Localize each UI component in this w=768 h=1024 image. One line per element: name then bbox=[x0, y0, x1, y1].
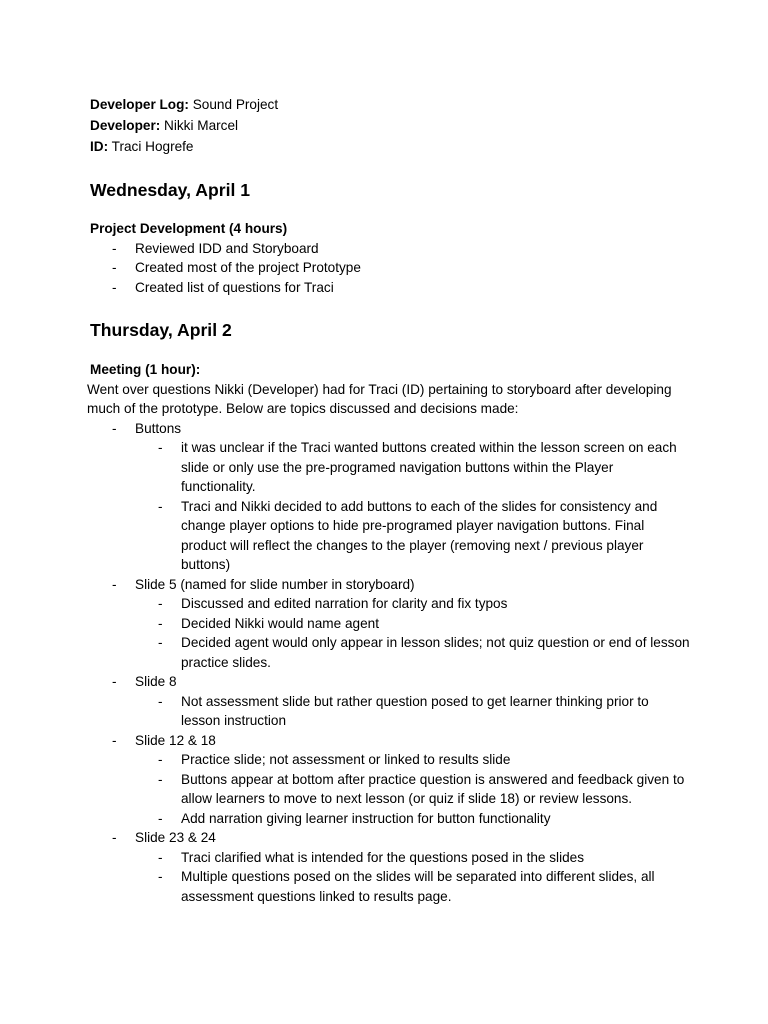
meeting-topic-list bbox=[90, 419, 690, 907]
project-development-title: Project Development (4 hours) bbox=[90, 221, 288, 236]
list-item: - Buttons appear at bottom after practice question is answered and feedback given to allow learners to move to next lesson (or quiz if slide 18) or review lessons. bbox=[158, 771, 685, 806]
thursday-heading: Thursday, April 2 bbox=[90, 320, 232, 340]
list-item: - Practice slide; not assessment or linked to results slide bbox=[158, 752, 511, 767]
list-item: - Traci clarified what is intended for the questions posed in the slides bbox=[158, 849, 585, 865]
list-item: - Multiple questions posed on the slides will be separated into different slides, all assessment questions linked to results page. bbox=[158, 869, 655, 904]
list-item: - Created list of questions for Traci bbox=[112, 279, 334, 295]
topic-slide-8: - Slide 8 - Not assessment slide but rather question posed to get learner thinking prior to lesson instruction bbox=[90, 672, 690, 731]
developer-line bbox=[90, 115, 690, 136]
topic-detail-list bbox=[135, 438, 690, 575]
topic-slide-23-24: - Slide 23 & 24 - Traci clarified what is intended for the questions posed in the slides - Multiple questions posed on the slides will be separated into different slides, all assessment questions linked to results page. bbox=[90, 828, 690, 906]
topic-buttons: - Buttons - it was unclear if the Traci wanted buttons created within the lesson screen on each slide or only use the pre-programed navigation buttons within the Player functionality. - Traci and Nikki decided to add buttons to each of the slides for consistency and change player options to hide pre-programed player navigation buttons. Final product will reflect the changes to the player (removing next / previous player buttons) bbox=[90, 419, 690, 575]
list-item: - Not assessment slide but rather question posed to get learner thinking prior to lesson instruction bbox=[158, 693, 649, 728]
developer-value: Nikki Marcel bbox=[164, 118, 239, 133]
topic-detail-list bbox=[135, 848, 690, 907]
list-item: - Created most of the project Prototype bbox=[112, 260, 361, 275]
document-page bbox=[87, 94, 690, 906]
meeting-intro: Went over questions Nikki (Developer) had for Traci (ID) pertaining to storyboard after developing much of the prototype. Below are topics discussed and decisions made: bbox=[87, 381, 672, 416]
log-label: Developer Log: bbox=[90, 97, 189, 112]
topic-slide-5: - Slide 5 (named for slide number in storyboard) - Discussed and edited narration for clarity and fix typos - Decided Nikki would name agent - Decided agent would only appear in lesson slides; not quiz question or end of lesson practice slides. bbox=[90, 575, 690, 673]
log-value: Sound Project bbox=[192, 97, 279, 112]
list-item: - Traci and Nikki decided to add buttons to each of the slides for consistency and change player options to hide pre-programed player navigation buttons. Final product will reflect the changes to the player (removing next / previous player buttons) bbox=[158, 498, 658, 572]
developer-label: Developer: bbox=[90, 118, 161, 133]
id-label: ID: bbox=[90, 139, 109, 154]
list-item: - Discussed and edited narration for clarity and fix typos bbox=[158, 596, 508, 611]
topic-detail-list bbox=[135, 750, 690, 828]
topic-slide-12-18: - Slide 12 & 18 - Practice slide; not assessment or linked to results slide - Buttons appear at bottom after practice question is answered and feedback given to allow learners to move to next lesson (or quiz if slide 18) or review lessons. - Add narration giving learner instruction for button functionality bbox=[90, 731, 690, 829]
list-item: - Decided Nikki would name agent bbox=[158, 615, 379, 631]
topic-detail-list bbox=[135, 692, 690, 731]
id-line bbox=[90, 136, 690, 157]
list-item: - it was unclear if the Traci wanted buttons created within the lesson screen on each slide or only use the pre-programed navigation buttons within the Player functionality. bbox=[158, 440, 677, 494]
id-value: Traci Hogrefe bbox=[111, 139, 194, 154]
list-item: - Decided agent would only appear in lesson slides; not quiz question or end of lesson practice slides. bbox=[158, 635, 690, 670]
log-title-line bbox=[90, 94, 690, 115]
meeting-title: Meeting (1 hour): bbox=[90, 362, 201, 377]
topic-detail-list bbox=[135, 594, 690, 672]
wednesday-task-list bbox=[90, 239, 690, 298]
list-item: - Add narration giving learner instruction for button functionality bbox=[158, 810, 551, 826]
list-item: - Reviewed IDD and Storyboard bbox=[112, 240, 319, 256]
wednesday-heading: Wednesday, April 1 bbox=[90, 180, 251, 200]
